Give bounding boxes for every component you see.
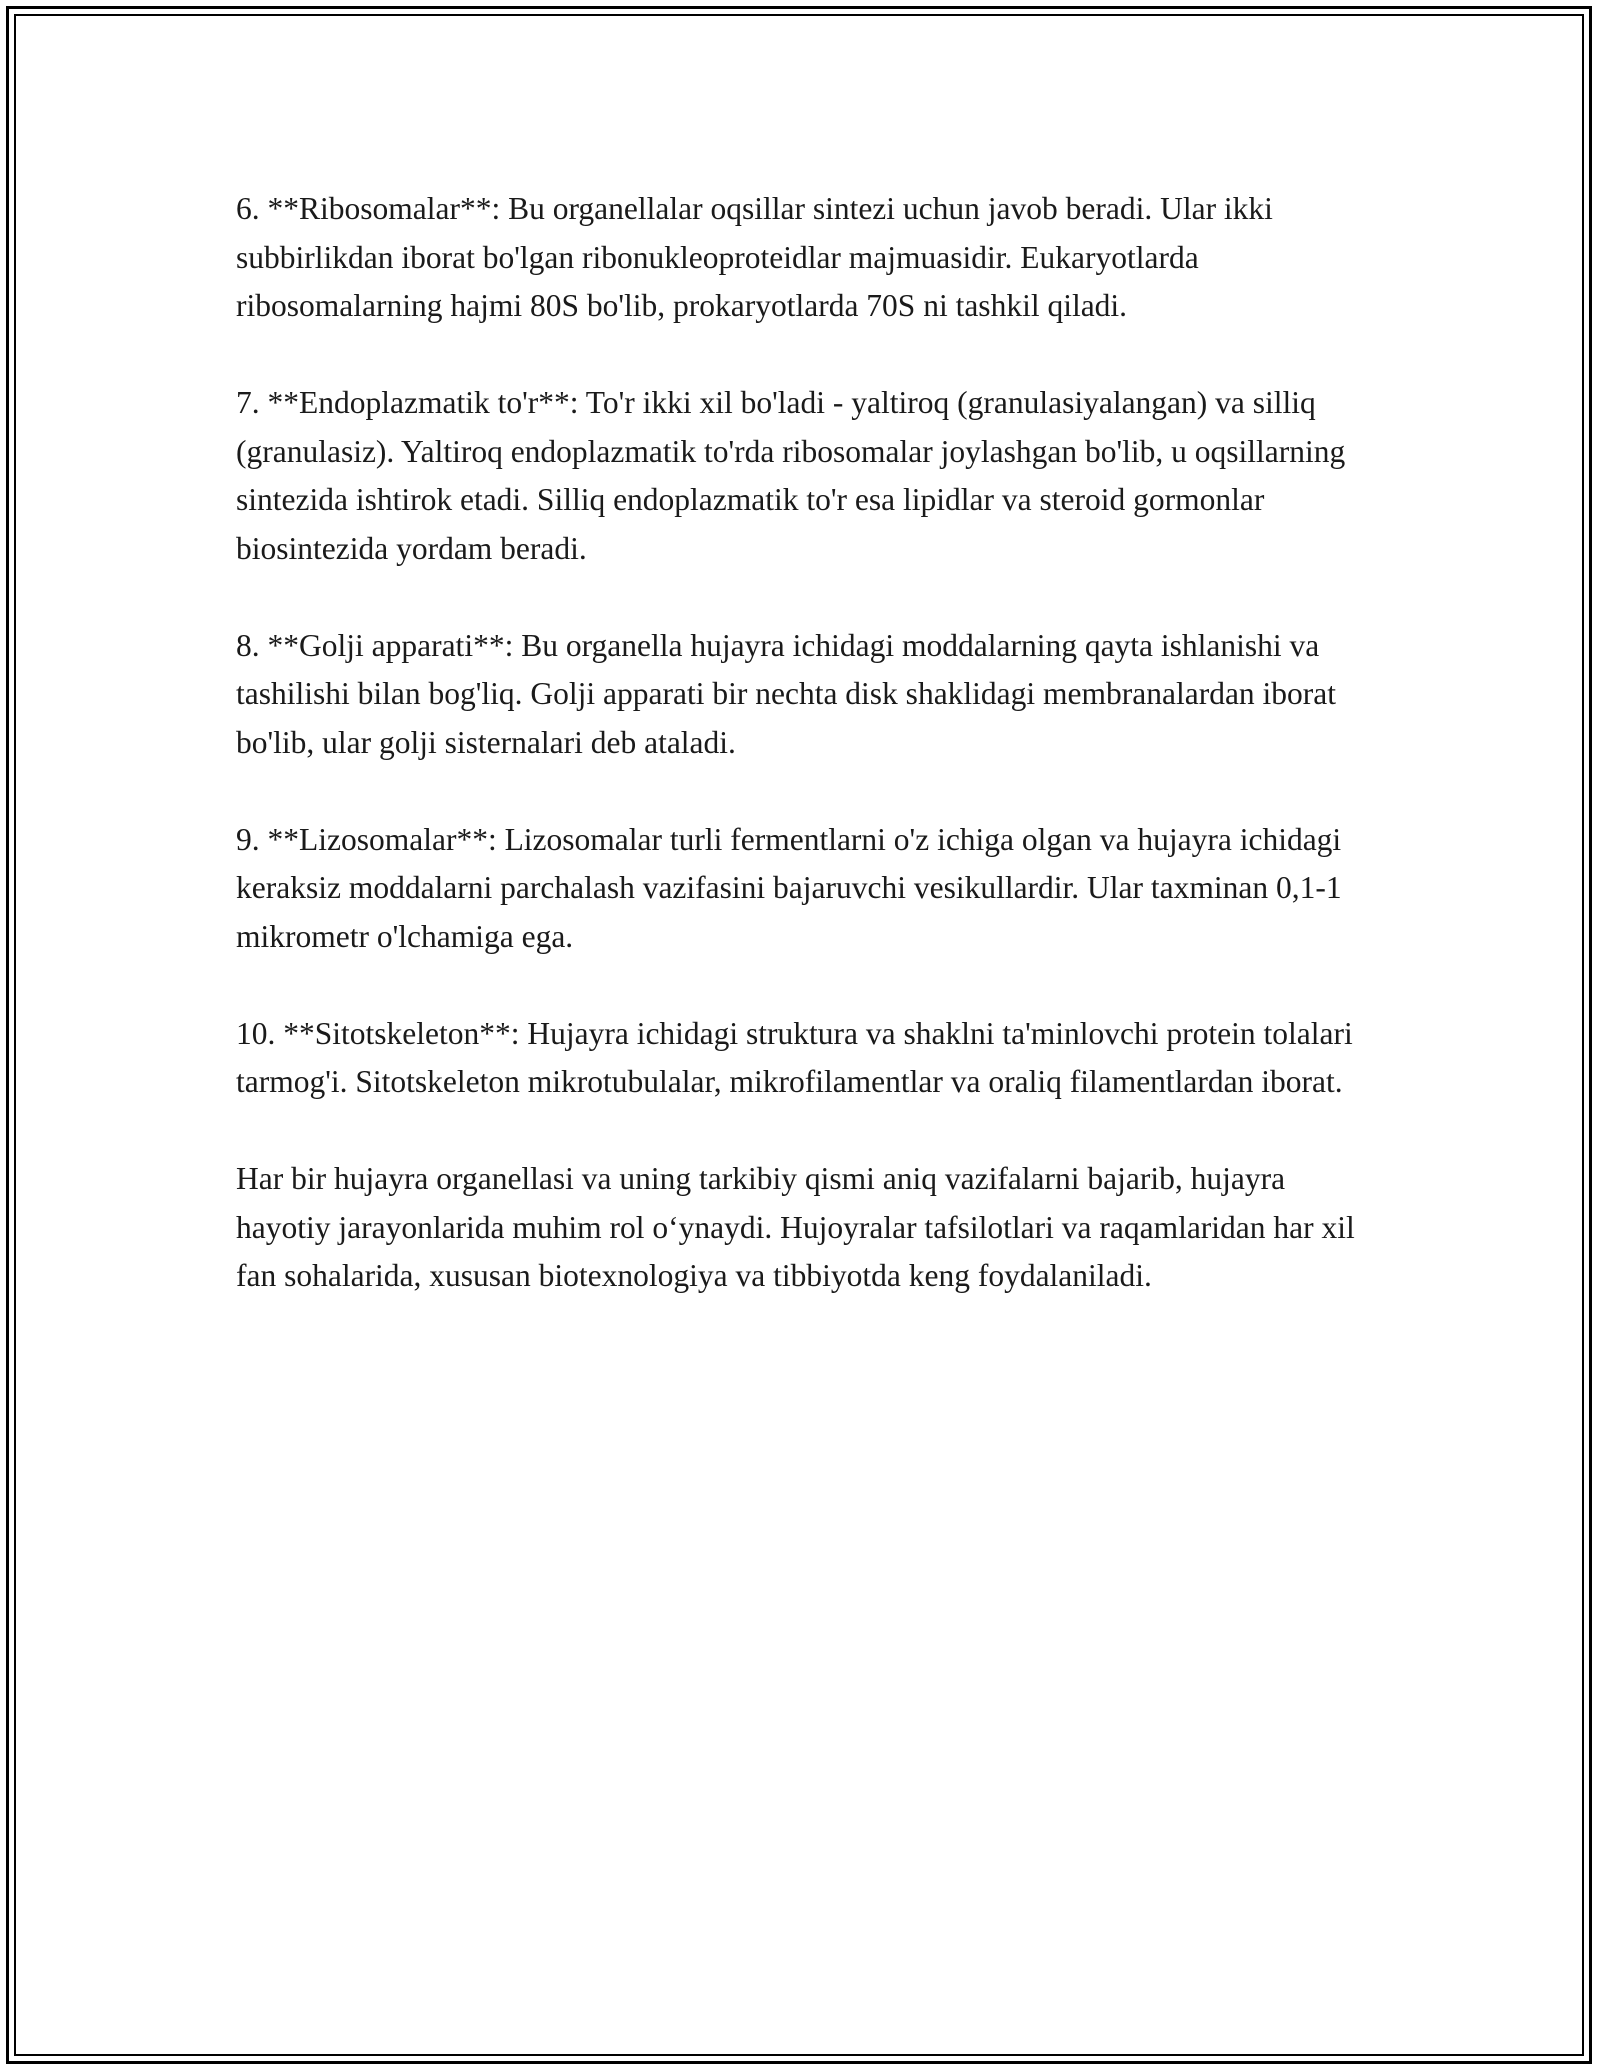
- paragraph-endoplazmatik-tor: 7. **Endoplazmatik to'r**: To'r ikki xil bo'ladi - yaltiroq (granulasiyalangan) va silliq (granulasiz). Yaltiroq endoplazmatik to'rda ribosomalar joylashgan bo'lib, u oqsillarning sintezida ishtirok etadi. Silliq endoplazmatik to'r esa lipidlar va steroid gormonlar biosintezida yordam beradi.: [236, 385, 1346, 566]
- paragraph-ribosomalar: 6. **Ribosomalar**: Bu organellalar oqsillar sintezi uchun javob beradi. Ular ikki subbirlikdan iborat bo'lgan ribonukleoproteidlar majmuasidir. Eukaryotlarda ribosomalarning hajmi 80S bo'lib, prokaryotlarda 70S ni tashkil qiladi.: [236, 191, 1273, 323]
- paragraph-lizosomalar: 9. **Lizosomalar**: Lizosomalar turli fermentlarni o'z ichiga olgan va hujayra ichidagi keraksiz moddalarni parchalash vazifasini bajaruvchi vesikullardir. Ular taxminan 0,1-1 mikrometr o'lchamiga ega.: [236, 821, 1342, 954]
- paragraph-sitotskeleton: 10. **Sitotskeleton**: Hujayra ichidagi struktura va shaklni ta'minlovchi protein tolalari tarmog'i. Sitotskeleton mikrotubulalar, mikrofilamentlar va oraliq filamentlardan iborat.: [236, 1015, 1353, 1099]
- paragraph-golji-apparati: 8. **Golji apparati**: Bu organella hujayra ichidagi moddalarning qayta ishlanishi va tashilishi bilan bog'liq. Golji apparati bir nechta disk shaklidagi membranalardan iborat bo'lib, ular golji sisternalari deb ataladi.: [236, 627, 1337, 760]
- paragraph-conclusion: Har bir hujayra organellasi va uning tarkibiy qismi aniq vazifalarni bajarib, hujayra hayotiy jarayonlarida muhim rol o‘ynaydi. Hujoyralar tafsilotlari va raqamlaridan har xil fan sohalarida, xususan biotexnologiya va tibbiyotda keng foydalaniladi.: [236, 1161, 1355, 1293]
- document-body: [236, 185, 1376, 1349]
